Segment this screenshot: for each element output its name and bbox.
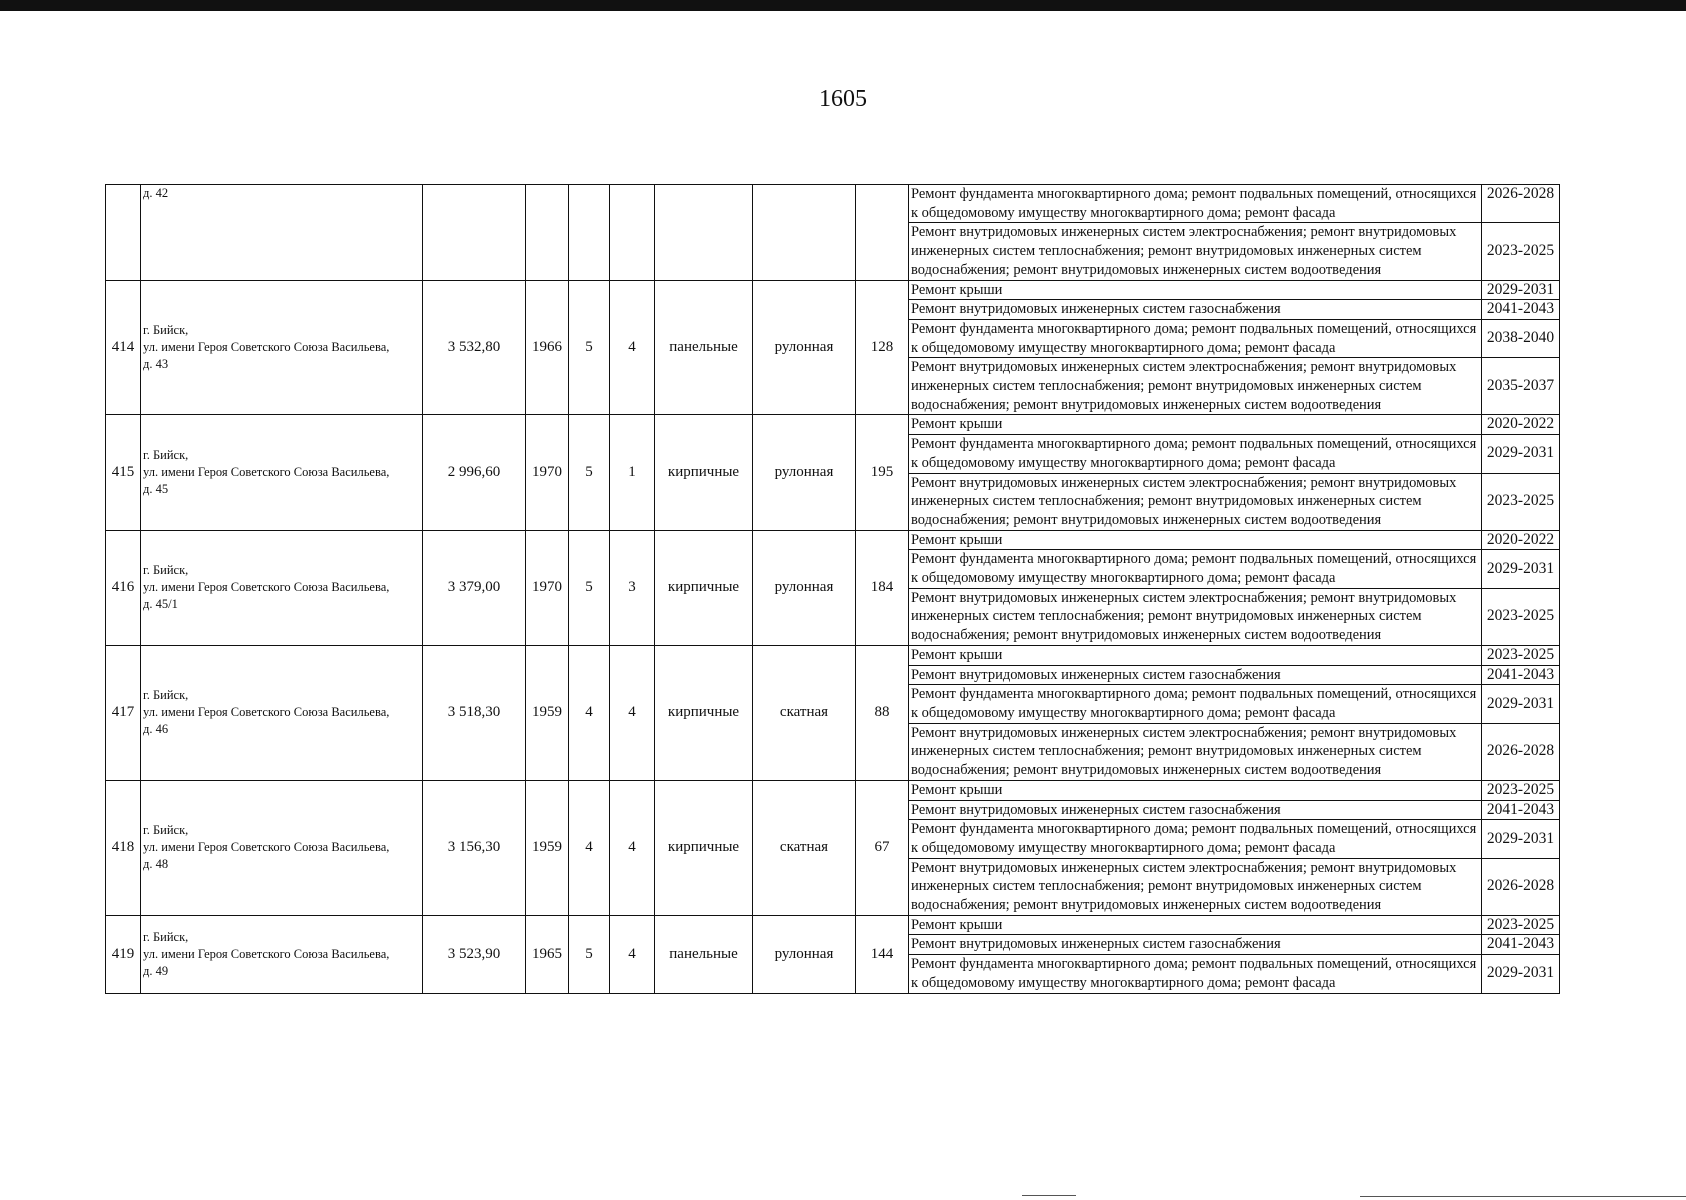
address-cell [141, 185, 423, 281]
table-row [106, 530, 1560, 550]
row-number: 414 [106, 280, 141, 415]
address-cell [141, 530, 423, 645]
roof-type-cell: рулонная [753, 280, 856, 415]
work-period: 2023-2025 [1482, 588, 1560, 645]
entrances-cell: 4 [610, 645, 655, 780]
work-type: Ремонт фундамента многоквартирного дома; ремонт подвальных помещений, относящихся к общедомовому имуществу многоквартирного дома; ремонт фасада [909, 185, 1482, 223]
address-cell [141, 280, 423, 415]
work-type: Ремонт крыши [909, 645, 1482, 665]
work-type: Ремонт фундамента многоквартирного дома; ремонт подвальных помещений, относящихся к общедомовому имуществу многоквартирного дома; ремонт фасада [909, 820, 1482, 858]
work-type: Ремонт внутридомовых инженерных систем газоснабжения [909, 800, 1482, 820]
address-line: д. 45/1 [143, 597, 178, 612]
scan-artifact-line [1360, 1196, 1686, 1197]
row-number: 419 [106, 915, 141, 993]
work-period: 2041-2043 [1482, 665, 1560, 685]
residents-cell [856, 185, 909, 281]
area-cell: 3 523,90 [423, 915, 526, 993]
table-row [106, 415, 1560, 435]
work-period: 2029-2031 [1482, 685, 1560, 723]
roof-type-cell: рулонная [753, 415, 856, 530]
residents-cell: 88 [856, 645, 909, 780]
floors-cell: 4 [569, 780, 610, 915]
address-line: г. Бийск, [143, 448, 189, 463]
roof-type-cell: скатная [753, 780, 856, 915]
roof-cell [753, 185, 856, 281]
roof-type-cell: рулонная [753, 915, 856, 993]
area-cell [423, 185, 526, 281]
year-cell: 1970 [526, 530, 569, 645]
work-type: Ремонт крыши [909, 530, 1482, 550]
work-type: Ремонт крыши [909, 280, 1482, 300]
address-line: ул. имени Героя Советского Союза Васильева, [143, 465, 390, 480]
work-type: Ремонт крыши [909, 780, 1482, 800]
address-cell [141, 645, 423, 780]
entrances-cell [610, 185, 655, 281]
top-border-bar [0, 0, 1686, 11]
floors-cell: 5 [569, 915, 610, 993]
work-period: 2026-2028 [1482, 185, 1560, 223]
address-line: ул. имени Героя Советского Союза Васильева, [143, 840, 390, 855]
work-period: 2023-2025 [1482, 223, 1560, 280]
work-period: 2023-2025 [1482, 473, 1560, 530]
residents-cell: 144 [856, 915, 909, 993]
entrances-cell: 4 [610, 915, 655, 993]
work-type: Ремонт внутридомовых инженерных систем электроснабжения; ремонт внутридомовых инженерных систем теплоснабжения; ремонт внутридомовых инженерных систем водоснабжения; ремонт внутридомовых инженерных систем водоотведения [909, 723, 1482, 780]
address-line: д. 48 [143, 857, 169, 872]
address-line: г. Бийск, [143, 688, 189, 703]
year-cell: 1959 [526, 645, 569, 780]
work-period: 2023-2025 [1482, 915, 1560, 935]
work-period: 2029-2031 [1482, 435, 1560, 473]
work-type: Ремонт крыши [909, 915, 1482, 935]
walls-material-cell: панельные [655, 915, 753, 993]
year-cell: 1959 [526, 780, 569, 915]
entrances-cell: 4 [610, 780, 655, 915]
residents-cell: 67 [856, 780, 909, 915]
row-number: 418 [106, 780, 141, 915]
address-line: ул. имени Героя Советского Союза Васильева, [143, 580, 390, 595]
area-cell: 2 996,60 [423, 415, 526, 530]
table-row [106, 280, 1560, 300]
floors-cell: 5 [569, 415, 610, 530]
area-cell: 3 379,00 [423, 530, 526, 645]
work-period: 2023-2025 [1482, 780, 1560, 800]
walls-material-cell: кирпичные [655, 780, 753, 915]
address-line: г. Бийск, [143, 322, 189, 337]
residents-cell: 184 [856, 530, 909, 645]
work-type: Ремонт фундамента многоквартирного дома; ремонт подвальных помещений, относящихся к общедомовому имуществу многоквартирного дома; ремонт фасада [909, 319, 1482, 357]
walls-material-cell: кирпичные [655, 415, 753, 530]
work-period: 2041-2043 [1482, 935, 1560, 955]
table-row [106, 645, 1560, 665]
page-number: 1605 [819, 86, 867, 112]
address-line: г. Бийск, [143, 563, 189, 578]
walls-material-cell: кирпичные [655, 530, 753, 645]
walls-material-cell: панельные [655, 280, 753, 415]
work-period: 2041-2043 [1482, 800, 1560, 820]
floors-cell: 5 [569, 280, 610, 415]
year-cell: 1970 [526, 415, 569, 530]
work-type: Ремонт фундамента многоквартирного дома; ремонт подвальных помещений, относящихся к общедомовому имуществу многоквартирного дома; ремонт фасада [909, 550, 1482, 588]
entrances-cell: 1 [610, 415, 655, 530]
table-row [106, 185, 1560, 223]
address-line: д. 45 [143, 482, 169, 497]
address-line: д. 49 [143, 963, 169, 978]
table-row [106, 915, 1560, 935]
entrances-cell: 3 [610, 530, 655, 645]
address-line: д. 43 [143, 356, 169, 371]
roof-type-cell: скатная [753, 645, 856, 780]
walls-cell [655, 185, 753, 281]
floors-cell: 5 [569, 530, 610, 645]
address-line: ул. имени Героя Советского Союза Васильева, [143, 339, 390, 354]
work-period: 2029-2031 [1482, 280, 1560, 300]
area-cell: 3 518,30 [423, 645, 526, 780]
floors-cell [569, 185, 610, 281]
work-period: 2035-2037 [1482, 358, 1560, 415]
work-period: 2026-2028 [1482, 723, 1560, 780]
work-type: Ремонт внутридомовых инженерных систем электроснабжения; ремонт внутридомовых инженерных систем теплоснабжения; ремонт внутридомовых инженерных систем водоснабжения; ремонт внутридомовых инженерных систем водоотведения [909, 358, 1482, 415]
roof-type-cell: рулонная [753, 530, 856, 645]
row-number: 415 [106, 415, 141, 530]
residents-cell: 195 [856, 415, 909, 530]
table-row [106, 780, 1560, 800]
work-period: 2029-2031 [1482, 550, 1560, 588]
year-cell: 1966 [526, 280, 569, 415]
work-type: Ремонт внутридомовых инженерных систем газоснабжения [909, 935, 1482, 955]
year-cell [526, 185, 569, 281]
housing-repair-table [105, 184, 1560, 994]
work-type: Ремонт внутридомовых инженерных систем газоснабжения [909, 665, 1482, 685]
work-type: Ремонт фундамента многоквартирного дома; ремонт подвальных помещений, относящихся к общедомовому имуществу многоквартирного дома; ремонт фасада [909, 955, 1482, 993]
address-line: г. Бийск, [143, 929, 189, 944]
address-line: г. Бийск, [143, 823, 189, 838]
address-line: д. 46 [143, 722, 169, 737]
area-cell: 3 156,30 [423, 780, 526, 915]
address-line: д. 42 [143, 186, 169, 200]
work-type: Ремонт внутридомовых инженерных систем электроснабжения; ремонт внутридомовых инженерных систем теплоснабжения; ремонт внутридомовых инженерных систем водоснабжения; ремонт внутридомовых инженерных систем водоотведения [909, 473, 1482, 530]
work-type: Ремонт фундамента многоквартирного дома; ремонт подвальных помещений, относящихся к общедомовому имуществу многоквартирного дома; ремонт фасада [909, 435, 1482, 473]
work-type: Ремонт внутридомовых инженерных систем газоснабжения [909, 300, 1482, 320]
residents-cell: 128 [856, 280, 909, 415]
work-type: Ремонт внутридомовых инженерных систем электроснабжения; ремонт внутридомовых инженерных систем теплоснабжения; ремонт внутридомовых инженерных систем водоснабжения; ремонт внутридомовых инженерных систем водоотведения [909, 858, 1482, 915]
work-period: 2041-2043 [1482, 300, 1560, 320]
row-number: 417 [106, 645, 141, 780]
work-period: 2026-2028 [1482, 858, 1560, 915]
area-cell: 3 532,80 [423, 280, 526, 415]
address-line: ул. имени Героя Советского Союза Васильева, [143, 946, 390, 961]
address-cell [141, 915, 423, 993]
address-line: ул. имени Героя Советского Союза Васильева, [143, 705, 390, 720]
walls-material-cell: кирпичные [655, 645, 753, 780]
scan-artifact-line [1022, 1195, 1076, 1196]
work-type: Ремонт внутридомовых инженерных систем электроснабжения; ремонт внутридомовых инженерных систем теплоснабжения; ремонт внутридомовых инженерных систем водоснабжения; ремонт внутридомовых инженерных систем водоотведения [909, 223, 1482, 280]
work-period: 2029-2031 [1482, 820, 1560, 858]
work-type: Ремонт крыши [909, 415, 1482, 435]
row-number [106, 185, 141, 281]
work-period: 2029-2031 [1482, 955, 1560, 993]
work-period: 2020-2022 [1482, 415, 1560, 435]
entrances-cell: 4 [610, 280, 655, 415]
work-type: Ремонт внутридомовых инженерных систем электроснабжения; ремонт внутридомовых инженерных систем теплоснабжения; ремонт внутридомовых инженерных систем водоснабжения; ремонт внутридомовых инженерных систем водоотведения [909, 588, 1482, 645]
address-cell [141, 415, 423, 530]
work-period: 2038-2040 [1482, 319, 1560, 357]
year-cell: 1965 [526, 915, 569, 993]
work-period: 2020-2022 [1482, 530, 1560, 550]
row-number: 416 [106, 530, 141, 645]
work-period: 2023-2025 [1482, 645, 1560, 665]
floors-cell: 4 [569, 645, 610, 780]
address-cell [141, 780, 423, 915]
work-type: Ремонт фундамента многоквартирного дома; ремонт подвальных помещений, относящихся к общедомовому имуществу многоквартирного дома; ремонт фасада [909, 685, 1482, 723]
